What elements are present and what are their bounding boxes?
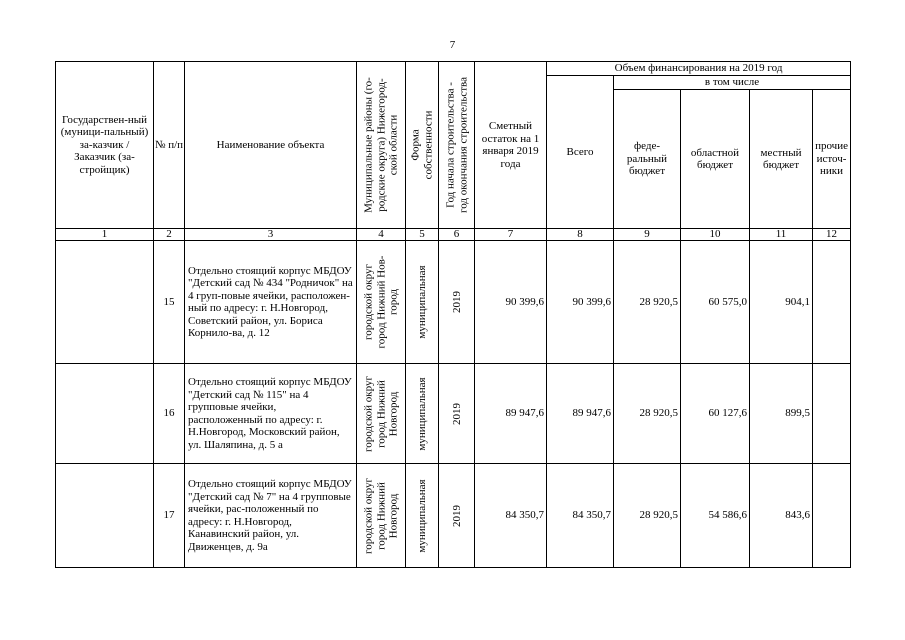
- row-number: 16: [154, 364, 185, 464]
- row-object: Отдельно стоящий корпус МБДОУ "Детский сад № 7" на 4 групповые ячейки, рас-положенный по адресу: г. Н.Новгород, Канавинский район, ул. Движенцев, д. 9а: [185, 464, 357, 568]
- row-regional: 60 127,6: [681, 364, 750, 464]
- row-customer: [56, 464, 154, 568]
- row-years-text: 2019: [450, 504, 463, 527]
- column-number: 9: [614, 229, 681, 241]
- header-financing: Объем финансирования на 2019 год: [547, 62, 851, 76]
- row-customer: [56, 241, 154, 364]
- row-local: 843,6: [750, 464, 813, 568]
- financing-table: [55, 61, 851, 568]
- row-district-text: городской округ город Нижний Новгород: [362, 477, 400, 554]
- row-object: Отдельно стоящий корпус МБДОУ "Детский сад № 115" на 4 групповые ячейки, расположенный по адресу: г. Н.Новгород, Московский район, ул. Шаляпина, д. 5 а: [185, 364, 357, 464]
- row-district: [357, 241, 406, 364]
- row-number: 15: [154, 241, 185, 364]
- row-federal: 28 920,5: [614, 364, 681, 464]
- column-number: 12: [813, 229, 851, 241]
- row-district: [357, 464, 406, 568]
- row-ownership-text: муниципальная: [415, 478, 428, 553]
- column-numbers-row: [56, 229, 851, 241]
- header-district: [357, 62, 406, 229]
- row-years: [439, 241, 475, 364]
- row-customer: [56, 364, 154, 464]
- header-ownership-text: Форма собственности: [409, 110, 434, 180]
- row-balance: 84 350,7: [475, 464, 547, 568]
- column-number: 3: [185, 229, 357, 241]
- header-other: прочие источ-ники: [813, 90, 851, 229]
- header-years-text: Год начала строительства - год окончания строительства: [444, 77, 469, 213]
- row-years-text: 2019: [450, 402, 463, 425]
- column-number: 6: [439, 229, 475, 241]
- row-ownership: [406, 464, 439, 568]
- row-other: [813, 241, 851, 364]
- row-district: [357, 364, 406, 464]
- row-number: 17: [154, 464, 185, 568]
- row-regional: 60 575,0: [681, 241, 750, 364]
- row-balance: 89 947,6: [475, 364, 547, 464]
- header-years: [439, 62, 475, 229]
- row-ownership: [406, 364, 439, 464]
- row-years-text: 2019: [450, 291, 463, 313]
- header-regional: областной бюджет: [681, 90, 750, 229]
- row-regional: 54 586,6: [681, 464, 750, 568]
- column-number: 5: [406, 229, 439, 241]
- header-ownership: [406, 62, 439, 229]
- row-balance: 90 399,6: [475, 241, 547, 364]
- header-total: Всего: [547, 76, 614, 229]
- column-number: 1: [56, 229, 154, 241]
- row-district-text: городской округ город Нижний Новгород: [362, 375, 400, 452]
- column-number: 4: [357, 229, 406, 241]
- table-row: [56, 464, 851, 568]
- header-balance: Сметный остаток на 1 января 2019 года: [475, 62, 547, 229]
- row-local: 904,1: [750, 241, 813, 364]
- column-number: 11: [750, 229, 813, 241]
- header-number: № п/п: [154, 62, 185, 229]
- header-including: в том числе: [614, 76, 851, 90]
- row-years: [439, 464, 475, 568]
- header-district-text: Муниципальные районы (го- родские округа) Нижегород- ской области: [362, 77, 400, 213]
- table-row: [56, 364, 851, 464]
- row-years: [439, 364, 475, 464]
- header-local: местный бюджет: [750, 90, 813, 229]
- row-object: Отдельно стоящий корпус МБДОУ "Детский сад № 434 "Родничок" на 4 груп-повые ячейки, расположен-ный по адресу: г. Н.Новгород, Советский район, ул. Бориса Корнило-ва, д. 12: [185, 241, 357, 364]
- row-ownership: [406, 241, 439, 364]
- row-ownership-text: муниципальная: [415, 376, 428, 451]
- row-district-text: городской округ город Нижний Нов- город: [362, 255, 400, 349]
- row-other: [813, 464, 851, 568]
- row-federal: 28 920,5: [614, 241, 681, 364]
- header-object: Наименование объекта: [185, 62, 357, 229]
- table-row: [56, 241, 851, 364]
- column-number: 10: [681, 229, 750, 241]
- row-total: 89 947,6: [547, 364, 614, 464]
- page-number: 7: [449, 39, 456, 51]
- row-total: 84 350,7: [547, 464, 614, 568]
- row-total: 90 399,6: [547, 241, 614, 364]
- header-federal: феде-ральный бюджет: [614, 90, 681, 229]
- column-number: 7: [475, 229, 547, 241]
- row-other: [813, 364, 851, 464]
- row-ownership-text: муниципальная: [415, 265, 428, 339]
- column-number: 2: [154, 229, 185, 241]
- row-local: 899,5: [750, 364, 813, 464]
- column-number: 8: [547, 229, 614, 241]
- row-federal: 28 920,5: [614, 464, 681, 568]
- header-customer: Государствен-ный (муници-пальный) за-казчик / Заказчик (за-стройщик): [56, 62, 154, 229]
